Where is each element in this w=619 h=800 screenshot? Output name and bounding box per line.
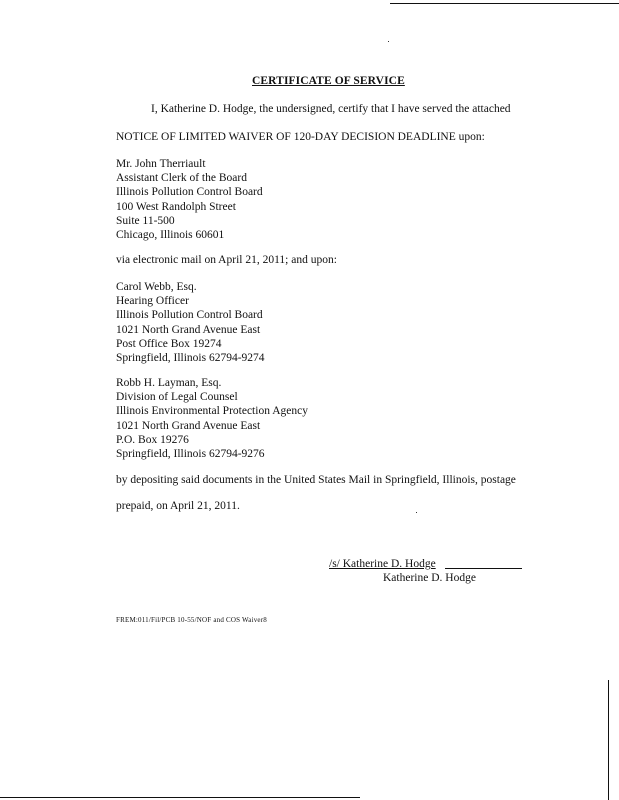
scan-speck [416,512,417,513]
served-document-line: NOTICE OF LIMITED WAIVER OF 120-DAY DECISION DEADLINE upon: [116,131,485,143]
address-line: Springfield, Illinois 62794-9274 [116,351,265,364]
delivery-method-email: via electronic mail on April 21, 2011; and upon: [116,254,337,266]
address-line: Assistant Clerk of the Board [116,172,247,185]
scan-edge-right [608,680,609,800]
address-line: Illinois Environmental Protection Agency [116,405,308,418]
scan-speck [388,41,389,42]
recipient-address-layman [116,376,308,461]
address-line: Chicago, Illinois 60601 [116,228,225,241]
scan-edge-bottom [0,797,360,798]
address-line: 1021 North Grand Avenue East [116,419,261,432]
delivery-method-mail: by depositing said documents in the United States Mail in Springfield, Illinois, postage [116,474,516,486]
address-line: Carol Webb, Esq. [116,281,197,293]
document-title: CERTIFICATE OF SERVICE [252,75,405,87]
address-line: Robb H. Layman, Esq. [116,377,222,389]
scan-edge-top [390,3,619,4]
electronic-signature: /s/ Katherine D. Hodge [329,558,436,570]
address-line: 100 West Randolph Street [116,200,236,213]
recipient-address-webb [116,280,265,365]
recipient-address-therriault [116,157,263,242]
signatory-name: Katherine D. Hodge [383,572,476,584]
address-line: Illinois Pollution Control Board [116,186,263,199]
address-line: 1021 North Grand Avenue East [116,323,261,336]
address-line: Springfield, Illinois 62794-9276 [116,447,265,460]
address-line: Suite 11-500 [116,214,175,227]
address-line: Mr. John Therriault [116,158,206,170]
delivery-date-line: prepaid, on April 21, 2011. [116,500,240,512]
address-line: Illinois Pollution Control Board [116,309,263,322]
address-line: P.O. Box 19276 [116,433,189,446]
certification-statement: I, Katherine D. Hodge, the undersigned, certify that I have served the attached [151,103,511,115]
signature-line [445,568,522,569]
address-line: Post Office Box 19274 [116,337,222,350]
document-reference-code: FREM:011/Fil/PCB 10-55/NOF and COS Waiver8 [116,616,267,624]
address-line: Division of Legal Counsel [116,391,238,404]
address-line: Hearing Officer [116,295,189,308]
